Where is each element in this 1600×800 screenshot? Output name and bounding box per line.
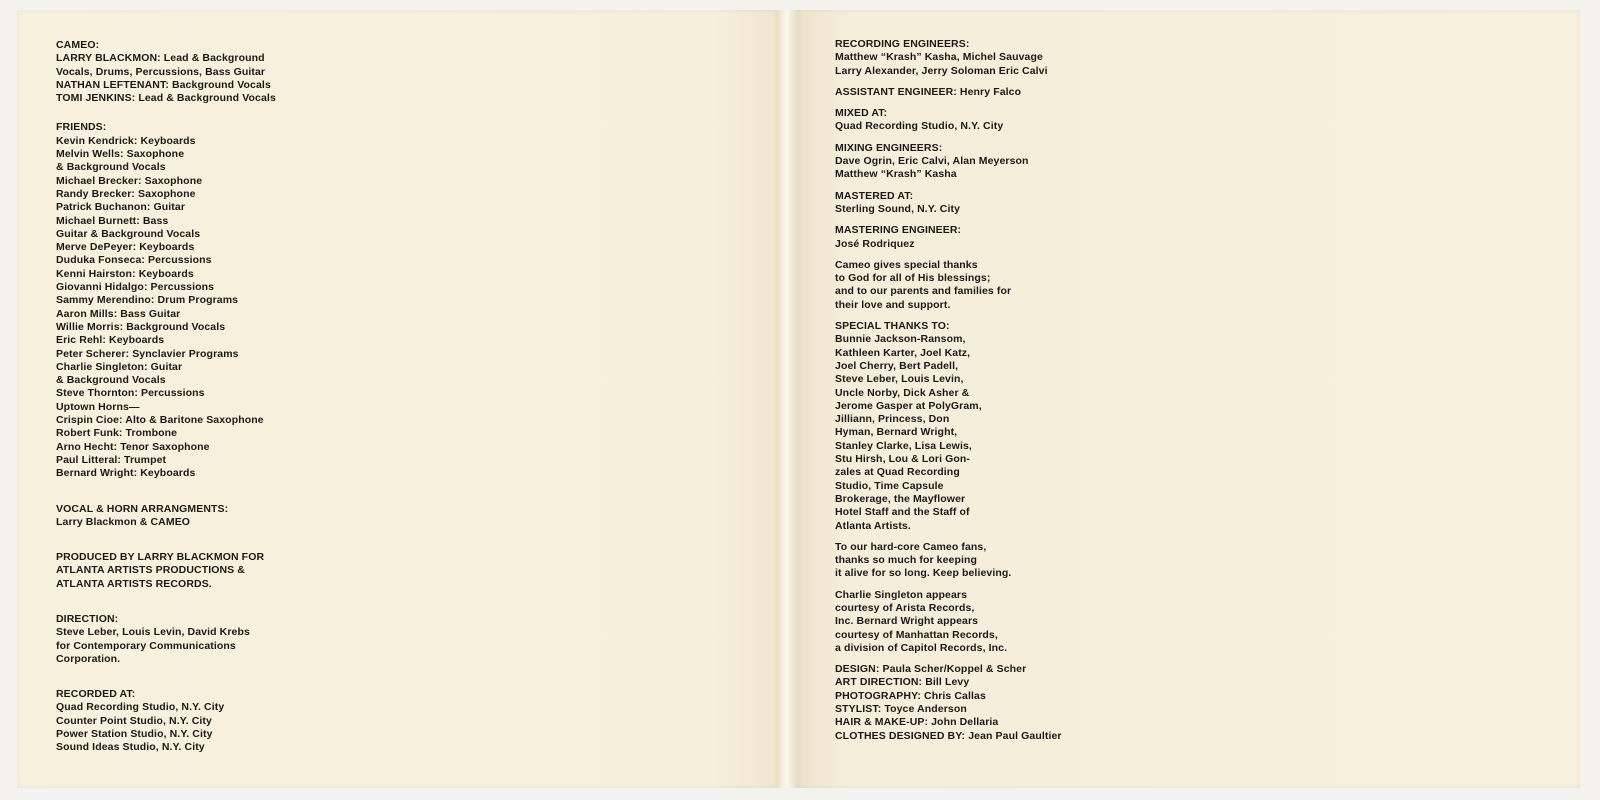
friend-line: Melvin Wells: Saxophone [56,148,185,161]
friend-line: Paul Litteral: Trumpet [56,453,167,466]
cameo-members [56,52,356,105]
booklet-spine [777,10,798,788]
friend-line: Peter Scherer: Synclavier Programs [56,347,239,360]
mixed-at-text: Quad Recording Studio, N.Y. City [835,120,1004,133]
mixing-engineers-text: Dave Ogrin, Eric Calvi, Alan Meyerson Matthew “Krash” Kasha [835,155,1029,181]
arrangements-heading: VOCAL & HORN ARRANGMENTS: [56,502,229,515]
left-credits-column [56,39,356,755]
arrangements-text: Larry Blackmon & CAMEO [56,515,191,528]
mixing-engineers-heading: MIXING ENGINEERS: [835,141,943,154]
friend-line: & Background Vocals [56,374,166,387]
member-line: NATHAN LEFTENANT: Background Vocals [56,78,271,91]
friends-list [56,135,356,481]
friend-line: Arno Hecht: Tenor Saxophone [56,440,210,453]
recorded-heading: RECORDED AT: [56,688,136,701]
credit-line: CLOTHES DESIGNED BY: Jean Paul Gaultier [835,729,1062,742]
friend-line: Giovanni Hidalgo: Percussions [56,281,215,294]
cameo-heading: CAMEO: [56,39,100,51]
friend-line: Kenni Hairston: Keyboards [56,267,194,280]
mixed-at-heading: MIXED AT: [835,107,888,120]
courtesy-text: Charlie Singleton appears courtesy of Arista Records, Inc. Bernard Wright appears courtesy of Manhattan Records, a division of Capitol Records, Inc. [835,588,1008,654]
friend-line: Eric Rehl: Keyboards [56,334,165,347]
friend-line: Michael Brecker: Saxophone [56,174,203,187]
friend-line: Guitar & Background Vocals [56,227,201,240]
special-thanks-text: Bunnie Jackson-Ransom, Kathleen Karter, Joel Katz, Joel Cherry, Bert Padell, Steve Leber, Louis Levin, Uncle Norby, Dick Asher & Jerome Gasper at PolyGram, Jilliann, Princess, Don Hyman, Bernard Wright, Stanley Clarke, Lisa Lewis, Stu Hirsh, Lou & Lori Gon- zales at Quad Recording Studio, Time Capsule Brokerage, the Mayflower Hotel Staff and the Staff of Atlanta Artists. [835,333,982,532]
friends-heading: FRIENDS: [56,121,107,134]
credit-line: DESIGN: Paula Scher/Koppel & Scher [835,663,1027,676]
recording-engineers-heading: RECORDING ENGINEERS: [835,38,970,50]
credit-line: STYLIST: Toyce Anderson [835,703,967,716]
credit-line: ART DIRECTION: Bill Levy [835,676,970,689]
friend-line: Duduka Fonseca: Percussions [56,254,212,267]
recorded-text: Quad Recording Studio, N.Y. City Counter Point Studio, N.Y. City Power Station Studio, N.Y. City Sound Ideas Studio, N.Y. City [56,701,225,754]
friend-line: Aaron Mills: Bass Guitar [56,307,181,320]
assistant-engineer-line: ASSISTANT ENGINEER: Henry Falco [835,85,1022,98]
credit-line: PHOTOGRAPHY: Chris Callas [835,689,986,702]
produced-by-text: PRODUCED BY LARRY BLACKMON FOR ATLANTA ARTISTS PRODUCTIONS & ATLANTA ARTISTS RECORDS. [56,551,265,590]
friend-line: Steve Thornton: Percussions [56,387,205,400]
mastering-engineer-heading: MASTERING ENGINEER: [835,224,962,237]
special-thanks-heading: SPECIAL THANKS TO: [835,320,950,333]
mastering-engineer-text: José Rodriquez [835,237,915,250]
thanks-god-text: Cameo gives special thanks to God for all of His blessings; and to our parents and families for their love and support. [835,258,1012,311]
friend-line: Bernard Wright: Keyboards [56,467,196,480]
mastered-at-text: Sterling Sound, N.Y. City [835,202,961,215]
friend-line: Patrick Buchanon: Guitar [56,201,186,214]
direction-heading: DIRECTION: [56,612,119,625]
friend-line: Merve DePeyer: Keyboards [56,241,195,254]
direction-text: Steve Leber, Louis Levin, David Krebs for Contemporary Communications Corporation. [56,626,250,665]
friend-line: Robert Funk: Trombone [56,427,178,440]
design-credits [835,663,1135,743]
friend-line: Uptown Horns— [56,400,140,413]
friend-line: Crispin Cioe: Alto & Baritone Saxophone [56,414,264,427]
member-line: TOMI JENKINS: Lead & Background Vocals [56,92,276,105]
fans-text: To our hard-core Cameo fans, thanks so much for keeping it alive for so long. Keep believing. [835,540,1012,580]
mastered-at-heading: MASTERED AT: [835,189,914,202]
member-line: LARRY BLACKMON: Lead & Background Vocals, Drums, Percussions, Bass Guitar [56,52,266,78]
friend-line: & Background Vocals [56,161,166,174]
friend-line: Sammy Merendino: Drum Programs [56,294,239,307]
friend-line: Michael Burnett: Bass [56,214,169,227]
friend-line: Charlie Singleton: Guitar [56,360,183,373]
friend-line: Randy Brecker: Saxophone [56,187,196,200]
friend-line: Kevin Kendrick: Keyboards [56,134,196,147]
credit-line: HAIR & MAKE-UP: John Dellaria [835,716,999,729]
recording-engineers-text: Matthew “Krash” Kasha, Michel Sauvage Larry Alexander, Jerry Soloman Eric Calvi [835,51,1048,77]
friend-line: Willie Morris: Background Vocals [56,320,226,333]
right-credits-column [835,38,1135,743]
